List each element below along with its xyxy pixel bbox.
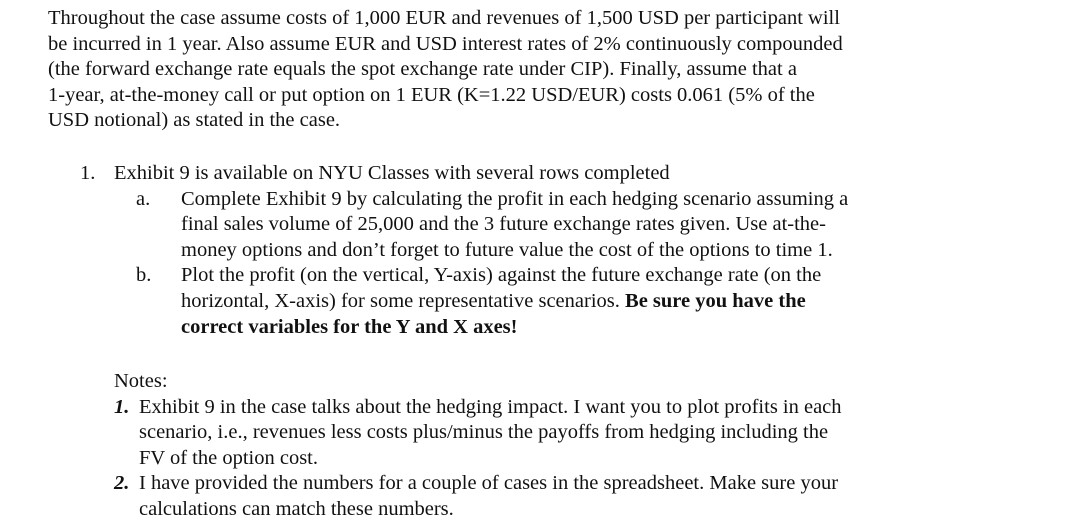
part-letter: a. [136, 187, 151, 210]
part-b-body [181, 263, 1040, 340]
question-1-heading [80, 161, 1040, 187]
note-line: Exhibit 9 in the case talks about the hedging impact. I want you to plot profits in each [139, 395, 842, 418]
part-a-body [181, 187, 1040, 264]
part-a-line: Complete Exhibit 9 by calculating the profit in each hedging scenario assuming a [181, 187, 849, 210]
note-item-2 [114, 471, 1044, 522]
intro-line: (the forward exchange rate equals the spot exchange rate under CIP). Finally, assume that a [48, 58, 797, 81]
question-part-a [136, 187, 1040, 264]
notes-title: Notes: [114, 370, 168, 392]
question-1 [80, 161, 1040, 340]
part-b-emphasis-line: correct variables for the Y and X axes! [181, 315, 518, 338]
question-part-b [136, 263, 1040, 340]
note-line: I have provided the numbers for a couple of cases in the spreadsheet. Make sure your [139, 472, 839, 495]
note-item-1 [114, 395, 1044, 472]
notes-section [114, 369, 1044, 523]
intro-line: be incurred in 1 year. Also assume EUR and USD interest rates of 2% continuously compounded [48, 32, 843, 55]
part-b-line: Plot the profit (on the vertical, Y-axis) against the future exchange rate (on the [181, 264, 822, 287]
note-2-body [139, 471, 1044, 522]
intro-line: 1-year, at-the-money call or put option on 1 EUR (K=1.22 USD/EUR) costs 0.061 (5% of the [48, 83, 815, 106]
part-a-line: final sales volume of 25,000 and the 3 future exchange rates given. Use at-the- [181, 213, 826, 236]
note-1-body [139, 395, 1044, 472]
question-number: 1. [80, 162, 96, 184]
note-number: 1. [114, 395, 130, 418]
part-a-line: money options and don’t forget to future value the cost of the options to time 1. [181, 238, 833, 261]
note-line: calculations can match these numbers. [139, 497, 454, 520]
part-b-emphasis: Be sure you have the [625, 289, 806, 312]
question-title: Exhibit 9 is available on NYU Classes with several rows completed [114, 162, 670, 184]
intro-line: Throughout the case assume costs of 1,000 EUR and revenues of 1,500 USD per participant will [48, 7, 840, 29]
part-b-line [181, 289, 1040, 315]
note-line: scenario, i.e., revenues less costs plus/minus the payoffs from hedging including the [139, 421, 829, 444]
part-b-text: horizontal, X-axis) for some representative scenarios. [181, 289, 626, 312]
intro-paragraph [48, 6, 1048, 134]
intro-line: USD notional) as stated in the case. [48, 109, 341, 132]
note-line: FV of the option cost. [139, 446, 318, 469]
part-letter: b. [136, 264, 152, 287]
note-number: 2. [114, 472, 130, 495]
